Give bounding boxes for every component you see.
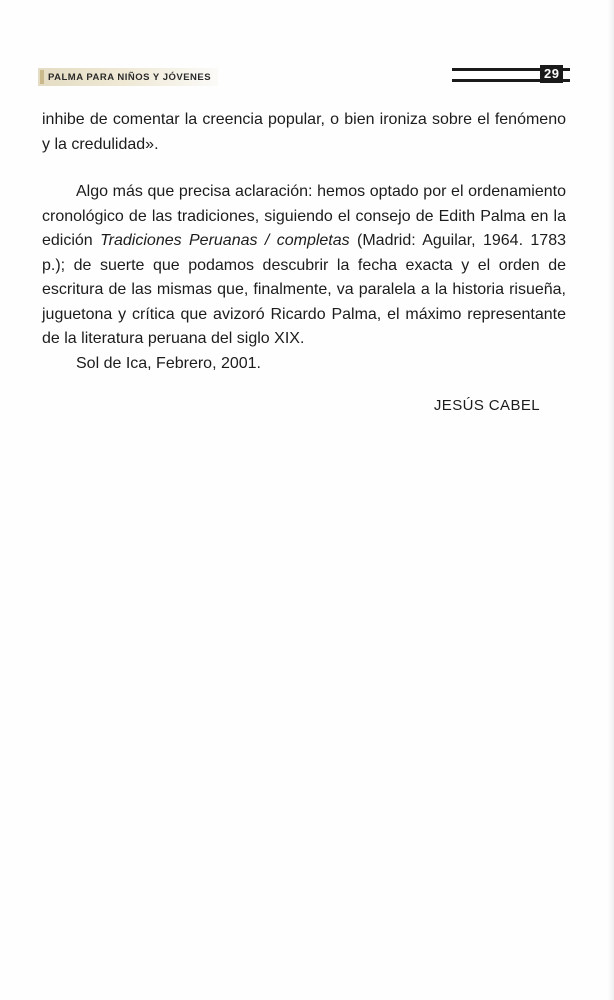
dateline: Sol de Ica, Febrero, 2001. (76, 355, 261, 372)
paragraph-text-before-title: Algo más que precisa aclaración: hemos optado por el ordenamiento cronológico de las tradiciones, siguiendo el consejo de Edith Palma en la edición (42, 183, 566, 249)
running-head (38, 68, 218, 86)
paragraph-clarification (42, 180, 566, 352)
paragraph-continuation: inhibe de comentar la creencia popular, o bien ironiza sobre el fenómeno y la credulidad». (42, 111, 566, 153)
page-number: 29 (540, 65, 563, 83)
page-edge-shadow (608, 0, 614, 1000)
book-title: Tradiciones Peruanas / completas (100, 232, 350, 249)
running-head-ornament (40, 70, 44, 84)
running-head-title: PALMA PARA NIÑOS Y JÓVENES (48, 71, 212, 83)
paragraph-text-after-title: (Madrid: Aguilar, 1964. 1783 p.); de suerte que podamos descubrir la fecha exacta y el orden de escritura de las mismas que, finalmente, va paralela a la historia risueña, juguetona y crítica que avizoró Ricardo Palma, el máximo representante de la literatura peruana del siglo XIX. (42, 232, 566, 347)
author-signature: JESÚS CABEL (433, 397, 540, 414)
